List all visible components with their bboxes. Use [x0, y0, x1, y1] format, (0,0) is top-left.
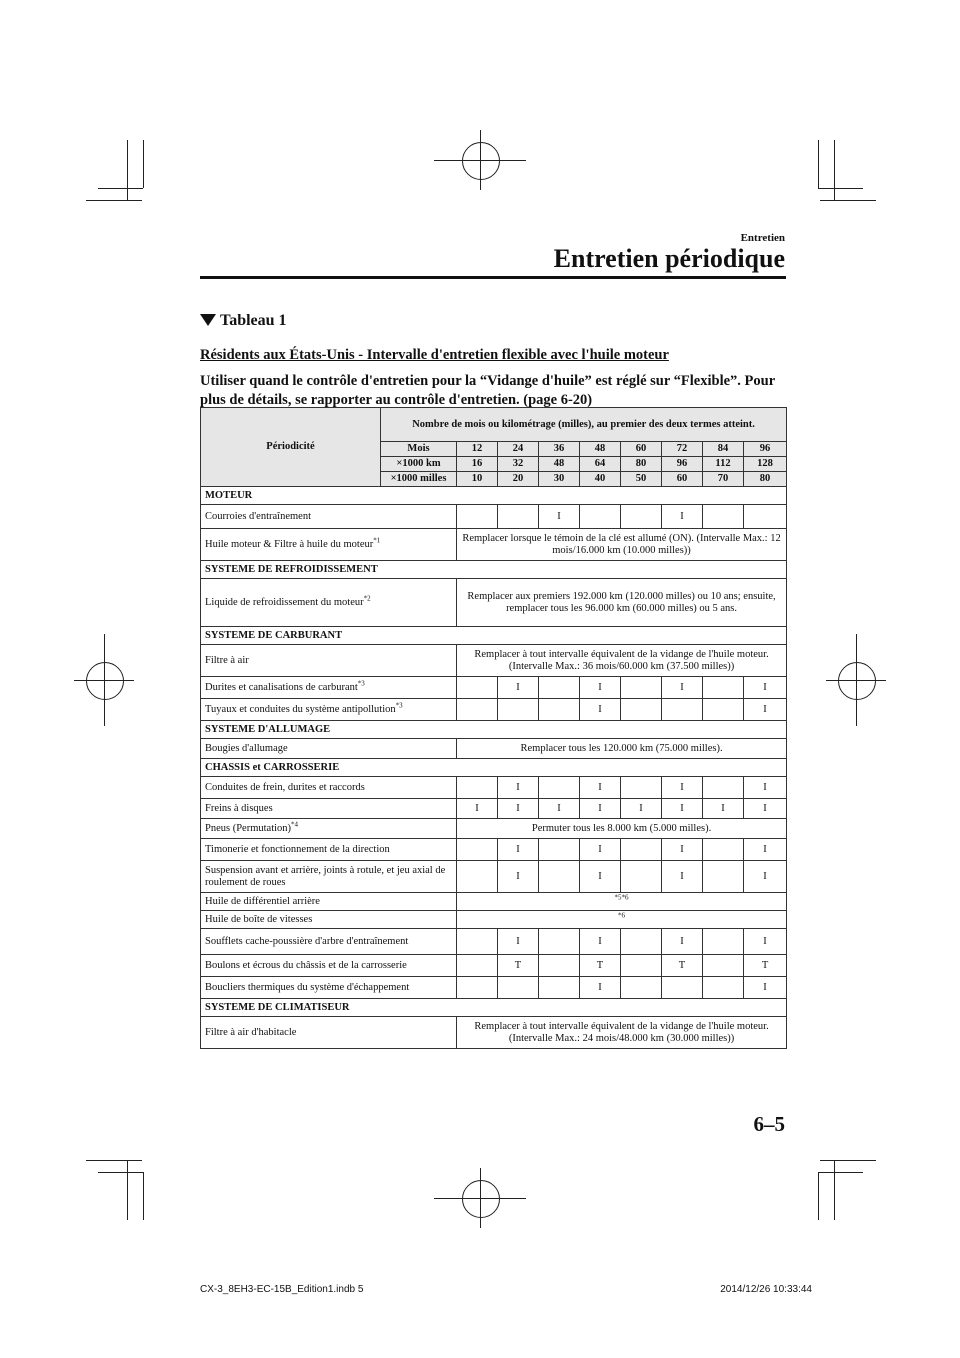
- intro-text: Utiliser quand le contrôle d'entretien pour la “Vidange d'huile” est réglé sur “Flexible”. Pour plus de détails, se rapporter au contrôle d'entretien. (page 6-20): [200, 373, 775, 408]
- category-moteur: MOTEUR: [201, 487, 787, 505]
- page-number: 6–5: [753, 1112, 785, 1136]
- category-climatiseur: SYSTEME DE CLIMATISEUR: [201, 999, 787, 1017]
- category-chassis: CHASSIS et CARROSSERIE: [201, 759, 787, 777]
- category-allumage: SYSTEME D'ALLUMAGE: [201, 721, 787, 739]
- footer-timestamp: 2014/12/26 10:33:44: [720, 1284, 812, 1295]
- milles-row: ×1000 milles 10 20 30 40 50 60 70 80: [201, 472, 787, 487]
- interval-description: Nombre de mois ou kilométrage (milles), au premier des deux termes atteint.: [381, 408, 787, 442]
- table-row: Tuyaux et conduites du système antipollution$^{*3}$ I I: [201, 699, 787, 721]
- triangle-down-icon: [200, 314, 216, 326]
- table-row: Liquide de refroidissement du moteur$^{*2}$ Remplacer aux premiers 192.000 km (120.000 milles) ou 10 ans; ensuite, remplacer tous les 96.000 km (60.000 milles) ou 5 ans.: [201, 579, 787, 627]
- footer-filename: CX-3_8EH3-EC-15B_Edition1.indb 5: [200, 1284, 364, 1295]
- table-row: Huile de différentiel arrière $^{*5*6}$: [201, 893, 787, 911]
- table-title: Tableau 1: [200, 312, 287, 330]
- section-name: Entretien: [740, 232, 785, 244]
- periodicite-header: Périodicité: [201, 408, 381, 487]
- table-row: Filtre à air Remplacer à tout intervalle équivalent de la vidange de l'huile moteur. (Intervalle Max.: 36 mois/60.000 km (37.500 milles)): [201, 645, 787, 677]
- table-row: Courroies d'entraînement I I: [201, 505, 787, 529]
- category-refroidissement: SYSTEME DE REFROIDISSEMENT: [201, 561, 787, 579]
- table-row: Huile moteur & Filtre à huile du moteur$^{*1}$ Remplacer lorsque le témoin de la clé est allumé (ON). (Intervalle Max.: 12 mois/16.000 km (10.000 milles)): [201, 529, 787, 561]
- table-row: Huile de boîte de vitesses $^{*6}$: [201, 911, 787, 929]
- table-row: Suspension avant et arrière, joints à rotule, et jeu axial de roulement de roues I I I I: [201, 861, 787, 893]
- maintenance-table: [200, 407, 787, 1049]
- km-row: ×1000 km 16 32 48 64 80 96 112 128: [201, 457, 787, 472]
- table-row: Soufflets cache-poussière d'arbre d'entraînement I I I I: [201, 929, 787, 955]
- category-carburant: SYSTEME DE CARBURANT: [201, 627, 787, 645]
- header-rule: [200, 276, 786, 279]
- table-row: Boucliers thermiques du système d'échappement I I: [201, 977, 787, 999]
- table-row: Freins à disques I I I I I I I I: [201, 799, 787, 819]
- table-row: Timonerie et fonctionnement de la direction I I I I: [201, 839, 787, 861]
- table-row: Conduites de frein, durites et raccords I I I I: [201, 777, 787, 799]
- table-row: Boulons et écrous du châssis et de la carrosserie T T T T: [201, 955, 787, 977]
- table-row: Bougies d'allumage Remplacer tous les 120.000 km (75.000 milles).: [201, 739, 787, 759]
- page-title: Entretien périodique: [553, 244, 785, 273]
- table-row: Filtre à air d'habitacle Remplacer à tout intervalle équivalent de la vidange de l'huile moteur. (Intervalle Max.: 24 mois/48.000 km (30.000 milles)): [201, 1017, 787, 1049]
- mois-row: Mois 12 24 36 48 60 72 84 96: [201, 442, 787, 457]
- table-row: Pneus (Permutation)$^{*4}$ Permuter tous les 8.000 km (5.000 milles).: [201, 819, 787, 839]
- table-row: Durites et canalisations de carburant$^{*3}$ I I I I: [201, 677, 787, 699]
- subheading: Résidents aux États-Unis - Intervalle d'entretien flexible avec l'huile moteur: [200, 347, 669, 363]
